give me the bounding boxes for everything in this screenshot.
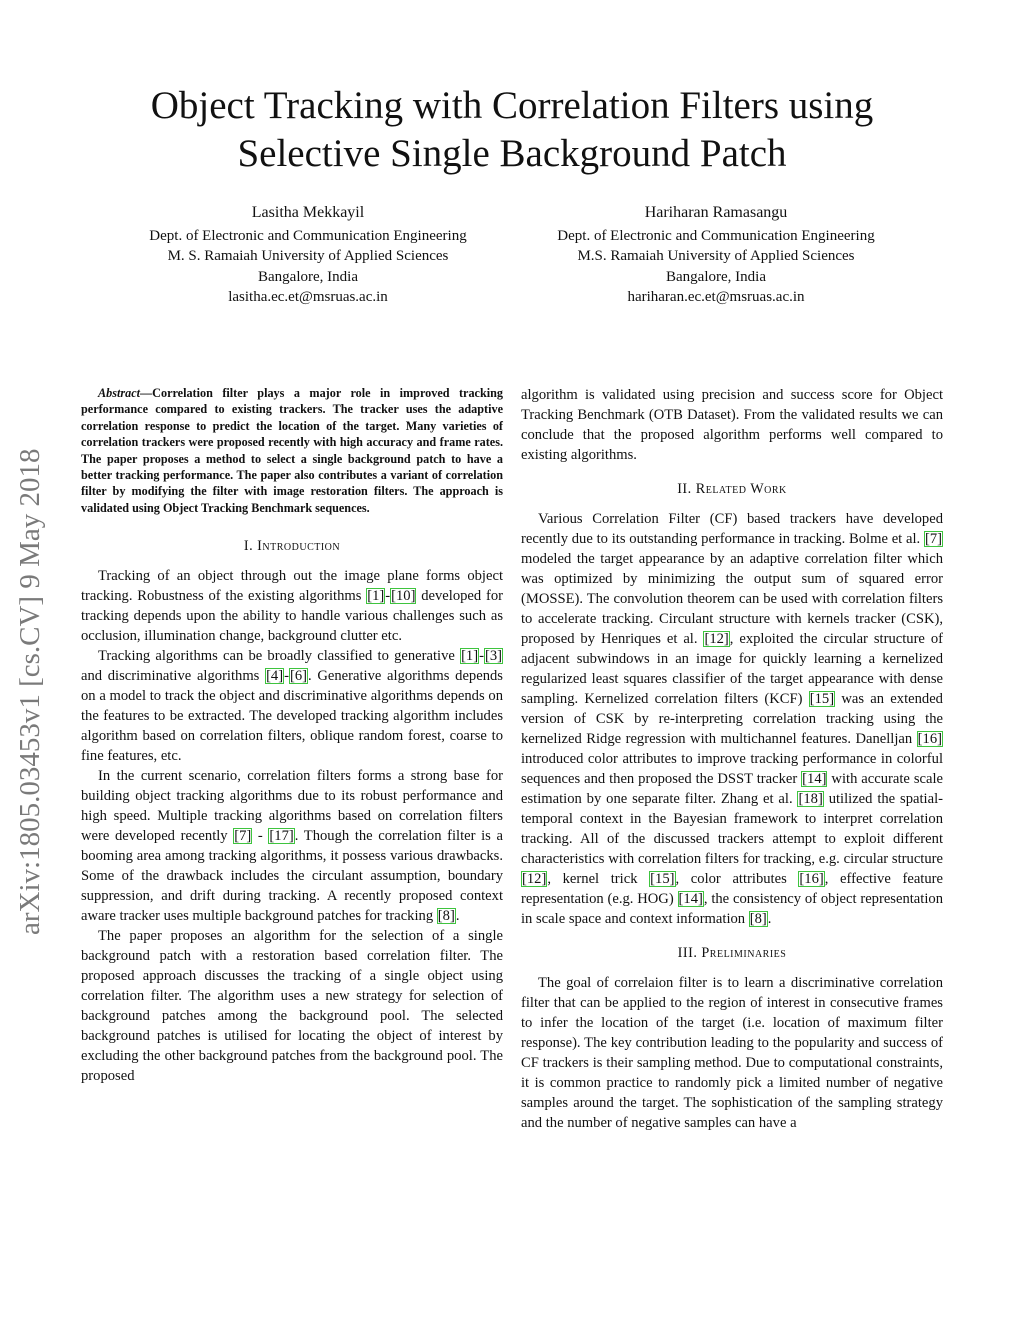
citation-link[interactable]: [18] — [798, 791, 823, 807]
author-dept: Dept. of Electronic and Communication Engineering — [149, 227, 467, 244]
abstract-text: —Correlation filter plays a major role in improved tracking performance compared to existing trackers. The tracker uses the adaptive correlation response to predict the location of the target. Many varieties of correlation trackers were proposed recently with high accuracy and frame rates. The paper proposes a method to select a single background patch to have a better tracking performance. The paper also contributes a variant of correlation filter by modifying the filter with image restoration filters. The approach is validated using Object Tracking Benchmark sequences. — [81, 386, 503, 515]
citation-link[interactable]: [16] — [917, 731, 942, 747]
citation-link[interactable]: [15] — [809, 691, 835, 707]
section-heading-prelim: III. Preliminaries — [677, 945, 787, 961]
citation-link[interactable]: [17] — [269, 828, 294, 845]
section-heading-intro: I. Introduction — [243, 538, 341, 555]
section-heading-related: II. Related Work — [677, 481, 787, 497]
citation-link[interactable]: [1] — [367, 588, 385, 605]
intro-paragraph: Tracking of an object through out the image plane forms object tracking. Robustness of the existing algorithms [1]-[10] developed for tracking depends upon the ability to handle various challenges such as occlusion, illumination change, background clutter etc. — [81, 568, 503, 645]
abstract-label: Abstract — [98, 386, 140, 400]
author-name: Hariharan Ramasangu — [644, 204, 788, 221]
citation-link[interactable]: [14] — [678, 891, 703, 907]
prelim-paragraph: The goal of correlaion filter is to learn a discriminative correlation filter that can be applied to the region of interest in consecutive frames to infer the location of the target (i.e. location of maximum filter response). The key contribution leading to the popularity and success of CF trackers is their sampling method. Due to computational constraints, it is common practice to randomly pick a limited number of negative samples around the target. The sophistication of the sampling strategy and the number of negative samples can have a — [521, 975, 943, 1131]
citation-link[interactable]: [15] — [650, 871, 675, 887]
citation-link[interactable]: [7] — [234, 828, 252, 845]
citation-link[interactable]: [8] — [437, 908, 455, 925]
title-line-1: Object Tracking with Correlation Filters using — [150, 84, 874, 127]
title-line-2: Selective Single Background Patch — [237, 132, 787, 175]
citation-link[interactable]: [12] — [704, 631, 729, 647]
citation-link[interactable]: [12] — [522, 871, 547, 887]
intro-paragraph: In the current scenario, correlation filters forms a strong base for building object tracking algorithms due to its robust performance and high speed. Multiple tracking algorithms based on correlation filters were developed recently [7] - [17]. Though the correlation filter is a booming area among tracking algorithms, it possess various drawbacks. Some of the drawback includes the circulant assumption, boundary suppression, and drift during tracking. A recently proposed context aware tracker uses multiple background patches for tracking [8]. — [81, 768, 503, 925]
intro-paragraph: The paper proposes an algorithm for the selection of a single background patch with a restoration based correlation filter. The proposed approach discusses the tracking of a single object using correlation filter. The algorithm uses a new strategy for selection of background patches among the background pool. The selected background patches is utilised for locating the object of interest by excluding the other background patches from the background pool. The proposed — [81, 928, 503, 1085]
intro-paragraph-continued: algorithm is validated using precision and success score for Object Tracking Benchmark (OTB Dataset). From the validated results we can conclude that the proposed algorithm performs well compared to existing algorithms. — [521, 387, 943, 463]
author-city: Bangalore, India — [666, 268, 766, 285]
author-name: Lasitha Mekkayil — [251, 204, 365, 221]
author-block-1 — [103, 203, 513, 308]
intro-paragraph: Tracking algorithms can be broadly classified to generative [1]-[3] and discriminative algorithms [4]-[6]. Generative algorithms depends on a model to track the object and discriminative algorithms depends on the features to be extracted. The developed tracking algorithm includes algorithm based on correlation filters, oblique random forest, coarse to fine features, etc. — [81, 648, 503, 765]
abstract — [81, 385, 503, 516]
author-dept: Dept. of Electronic and Communication Engineering — [557, 227, 875, 244]
right-column — [521, 385, 943, 1133]
citation-link[interactable]: [8] — [749, 911, 767, 927]
author-block-2 — [511, 203, 921, 308]
citation-link[interactable]: [3] — [484, 648, 502, 665]
citation-link[interactable]: [6] — [289, 668, 307, 685]
citation-link[interactable]: [1] — [461, 648, 479, 665]
author-email: lasitha.ec.et@msruas.ac.in — [228, 289, 388, 305]
paper-title — [80, 82, 944, 178]
citation-link[interactable]: [14] — [802, 771, 827, 787]
author-university: M.S. Ramaiah University of Applied Sciences — [577, 248, 855, 264]
author-university: M. S. Ramaiah University of Applied Sciences — [167, 248, 449, 264]
author-city: Bangalore, India — [258, 268, 358, 285]
citation-link[interactable]: [10] — [391, 588, 416, 605]
left-column — [81, 385, 503, 1086]
author-email: hariharan.ec.et@msruas.ac.in — [627, 289, 805, 305]
citation-link[interactable]: [4] — [266, 668, 284, 685]
related-paragraph: Various Correlation Filter (CF) based trackers have developed recently due to its outstanding performance in tracking. Bolme et al. [7] modeled the target appearance by an adaptive correlation filter which was optimized by minimizing the output sum of squared error (MOSSE). The convolution theorem can be used with correlation filters to accelerate tracking. Circulant structure with kernels tracker (CSK), proposed by Henriques et al. [12], exploited the circular structure of adjacent subwindows in an image for quickly learning a kernelized regularized least squares classifier of the target appearance with dense sampling. Kernelized correlation filters (KCF) [15] was an extended version of CSK by re-interpreting correlation tracking using the kernelized Ridge regression with multichannel features. Danelljan [16] introduced color attributes to improve tracking performance in colorful sequences and then proposed the DSST tracker [14] with accurate scale estimation by one separate filter. Zhang et al. [18] utilized the spatial-temporal context in the Bayesian framework to interpret correlation tracking. All of the discussed trackers attempt to exploit different characteristics with correlation filters for tracking, e.g. circular structure [12], kernel trick [15], color attributes [16], effective feature representation (e.g. HOG) [14], the consistency of object representation in scale space and context information [8]. — [521, 511, 943, 927]
citation-link[interactable]: [16] — [799, 871, 824, 887]
citation-link[interactable]: [7] — [924, 531, 942, 547]
arxiv-stamp: arXiv:1805.03453v1 [cs.CV] 9 May 2018 — [14, 448, 46, 935]
